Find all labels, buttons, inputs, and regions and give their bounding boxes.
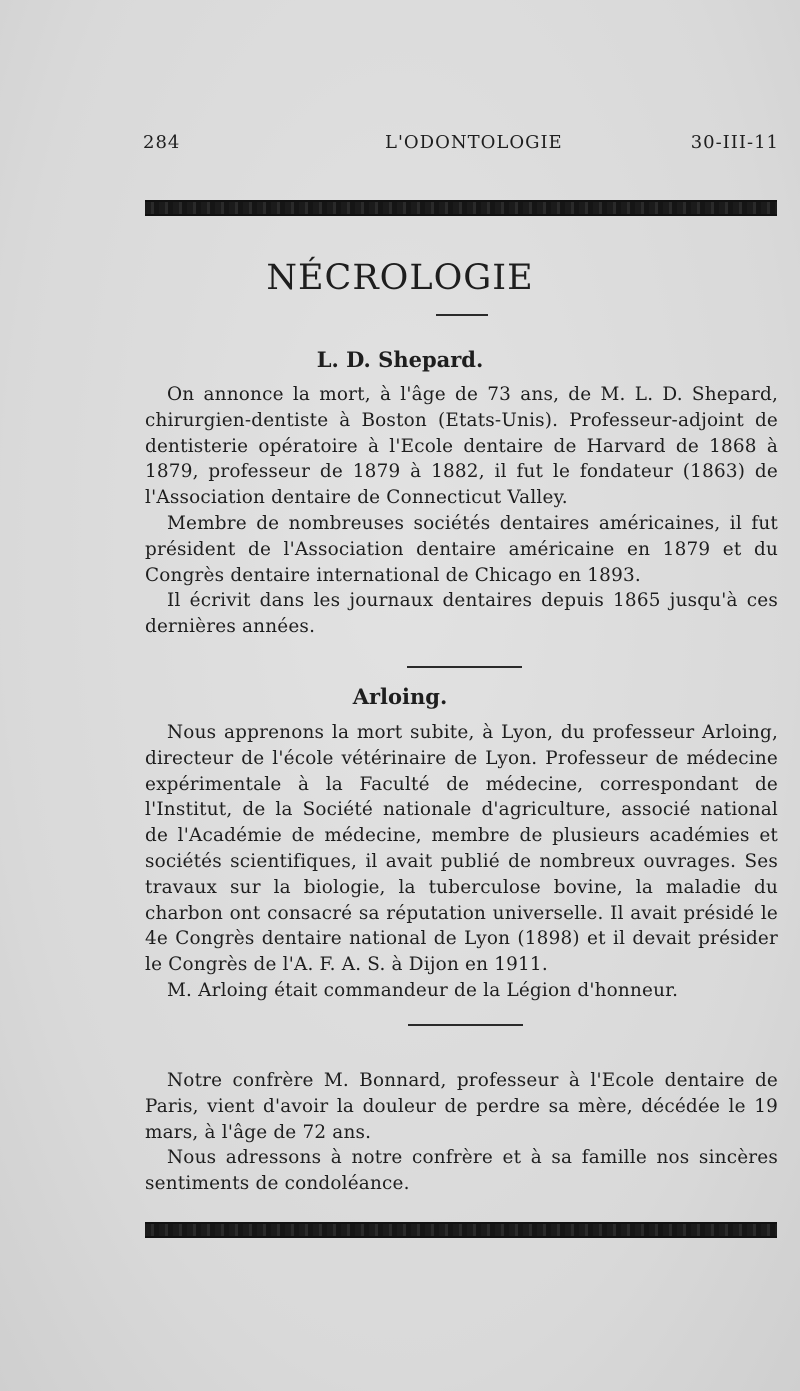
title-divider (436, 314, 488, 316)
paragraph: Il écrivit dans les journaux dentaires depuis 1865 jusqu'à ces dernières années. (145, 590, 778, 638)
running-header (143, 132, 779, 162)
paragraph: Notre confrère M. Bonnard, professeur à l'Ecole dentaire de Paris, vient d'avoir la douleur de perdre sa mère, décédée le 19 mars, à l'âge de 72 ans. (145, 1070, 778, 1143)
journal-title: L'ODONTOLOGIE (385, 132, 563, 153)
bottom-ornamental-rule (145, 1222, 777, 1238)
section-body-shepard (145, 382, 778, 640)
section-heading-arloing: Arloing. (352, 684, 448, 709)
paragraph: Nous adressons à notre confrère et à sa famille nos sincères sentiments de condoléance. (145, 1147, 778, 1195)
section-divider (408, 1024, 523, 1026)
issue-date: 30-III-11 (690, 132, 779, 153)
section-heading-shepard: L. D. Shepard. (316, 347, 484, 372)
page-title: NÉCROLOGIE (266, 258, 534, 298)
paragraph: M. Arloing était commandeur de la Légion d'honneur. (167, 979, 679, 1001)
section-body-arloing (145, 720, 778, 1004)
paragraph: Membre de nombreuses sociétés dentaires américaines, il fut président de l'Association dentaire américaine en 1879 et du Congrès dentaire international de Chicago en 1893. (145, 512, 778, 586)
paragraph: Nous apprenons la mort subite, à Lyon, du professeur Arloing, directeur de l'école vétérinaire de Lyon. Professeur de médecine expérimentale à la Faculté de médecine, correspondant de l'Institut, de la Société nationale d'agriculture, associé national de l'Académie de médecine, membre de plusieurs académies et sociétés scientifiques, il avait publié de nombreux ouvrages. Ses travaux sur la biologie, la tuberculose bovine, la maladie du charbon ont consacré sa réputation universelle. Il avait présidé le 4e Congrès dentaire national de Lyon (1898) et il devait présider le Congrès de l'A. F. A. S. à Dijon en 1911. (145, 722, 778, 976)
top-ornamental-rule (145, 200, 777, 216)
page-number: 284 (143, 132, 181, 153)
section-body-bonnard (145, 1068, 778, 1197)
paragraph: On annonce la mort, à l'âge de 73 ans, de M. L. D. Shepard, chirurgien-dentiste à Boston (Etats-Unis). Professeur-adjoint de dentisterie opératoire à l'Ecole dentaire de Harvard de 1868 à 1879, professeur de 1879 à 1882, il fut le fondateur (1863) de l'Association dentaire de Connecticut Valley. (145, 384, 778, 509)
section-divider (407, 666, 522, 668)
